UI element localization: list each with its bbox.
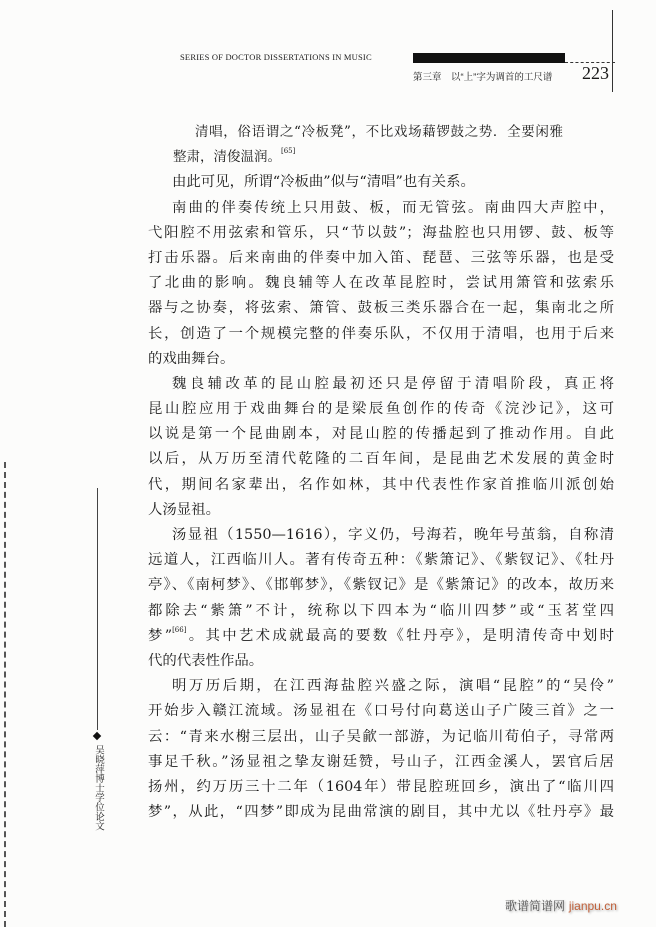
quote-line: 清唱，俗语谓之“冷板凳”，不比戏场藉锣鼓之势．全要闲雅 [195, 124, 563, 140]
paragraph-line: 开始步入赣江流域。汤显祖在《口号付向葛送山子广陵三首》之一 [148, 703, 614, 720]
paragraph-line: 明万历后期，在江西海盐腔兴盛之际，演唱“昆腔”的“吴伶” [172, 678, 614, 695]
paragraph-line: 长，创造了一个规模完整的伴奏乐队，不仅用于清唱，也用于后来 [148, 325, 614, 342]
paragraph-line [148, 624, 614, 649]
watermark-url: jianpu.cn [568, 899, 617, 913]
footnote-ref: [66] [172, 625, 187, 634]
paragraph-line: 以后，从万历至清代乾隆的二百年间，是昆曲艺术发展的黄金时 [148, 451, 614, 468]
paragraph-line: 汤显祖（1550—1616），字义仍，号海若，晚年号茧翁，自称清 [172, 527, 614, 543]
paragraph-line: 扬州，约万历三十二年（1604年）带昆腔班回乡，演出了“临川四 [148, 778, 614, 795]
paragraph-line: 都除去“紫箫”不计，统称以下四本为“临川四梦”或“玉茗堂四 [148, 602, 614, 619]
watermark [505, 897, 617, 914]
chapter-title: 第三章 以“上”字为调首的工尺谱 [413, 72, 553, 83]
paragraph-line: 梦”，从此，“四梦”即成为昆曲常演的剧目，其中尤以《牡丹亭》最 [148, 804, 614, 821]
paragraph-line: 事足千秋。”汤显祖之挚友谢廷赞，号山子，江西金溪人，罢官后居 [148, 753, 614, 770]
paragraph-line: 打击乐器。后来南曲的伴奏中加入笛、琵琶、三弦等乐器，也是受 [148, 249, 614, 266]
footnote-ref: [65] [281, 147, 296, 156]
paragraph-line: 南曲的伴奏传统上只用鼓、板，而无管弦。南曲四大声腔中， [172, 199, 614, 216]
quote-line [148, 145, 563, 170]
paragraph-line: 了北曲的影响。魏良辅等人在改革昆腔时，尝试用箫管和弦索乐 [148, 275, 614, 292]
crop-line [612, 10, 613, 92]
line-text: 。其中艺术成就最高的要数《牡丹亭》，是明清传奇中划时 [186, 627, 614, 644]
line-text: 梦” [148, 627, 173, 644]
paragraph-line: 亭》、《南柯梦》、《邯郸梦》，《紫钗记》是《紫箫记》的改本，故历来 [148, 577, 614, 594]
paragraph-line: 代，期间名家辈出，名作如林，其中代表性作家首推临川派创始 [148, 476, 614, 493]
quote-text: 整肃，清俊温润。 [173, 149, 281, 166]
page-body [148, 120, 614, 825]
paragraph-line: 的戏曲舞台。 [148, 350, 235, 367]
binding-edge-line [4, 462, 6, 927]
header-bar [413, 53, 565, 63]
paragraph-line: 弋阳腔不用弦索和管乐，只“节以鼓”；海盐腔也只用锣、鼓、板等 [148, 224, 614, 241]
sidebar-title: 吴晓萍博士学位论文 [93, 745, 104, 831]
paragraph-line: 昆山腔应用于戏曲舞台的是梁辰鱼创作的传奇《浣沙记》，这可 [148, 401, 614, 418]
watermark-text: 歌谱简谱网 [505, 899, 569, 913]
paragraph-line: 人汤显祖。 [148, 501, 220, 518]
paragraph-line: 远道人，江西临川人。著有传奇五种：《紫箫记》、《紫钗记》、《牡丹 [148, 552, 614, 569]
diamond-icon [93, 732, 101, 740]
series-title: SERIES OF DOCTOR DISSERTATIONS IN MUSIC [180, 52, 372, 62]
paragraph-line: 魏良辅改革的昆山腔最初还只是停留于清唱阶段，真正将 [172, 375, 614, 392]
paragraph-line: 以说是第一个昆曲剧本，对昆山腔的传播起到了推动作用。自此 [148, 426, 614, 443]
paragraph-line: 云：“青来水榭三层出，山子吴歈一部游，为记临川荀伯子，寻常两 [148, 728, 614, 745]
paragraph-line: 器与之协奏，将弦索、箫管、鼓板三类乐器合在一起，集南北之所 [148, 300, 614, 317]
page-number: 223 [582, 63, 609, 83]
paragraph-line: 代的代表性作品。 [148, 652, 264, 669]
paragraph-line: 由此可见，所谓“冷板曲”似与“清唱”也有关系。 [172, 174, 475, 191]
sidebar-rule [97, 488, 98, 730]
